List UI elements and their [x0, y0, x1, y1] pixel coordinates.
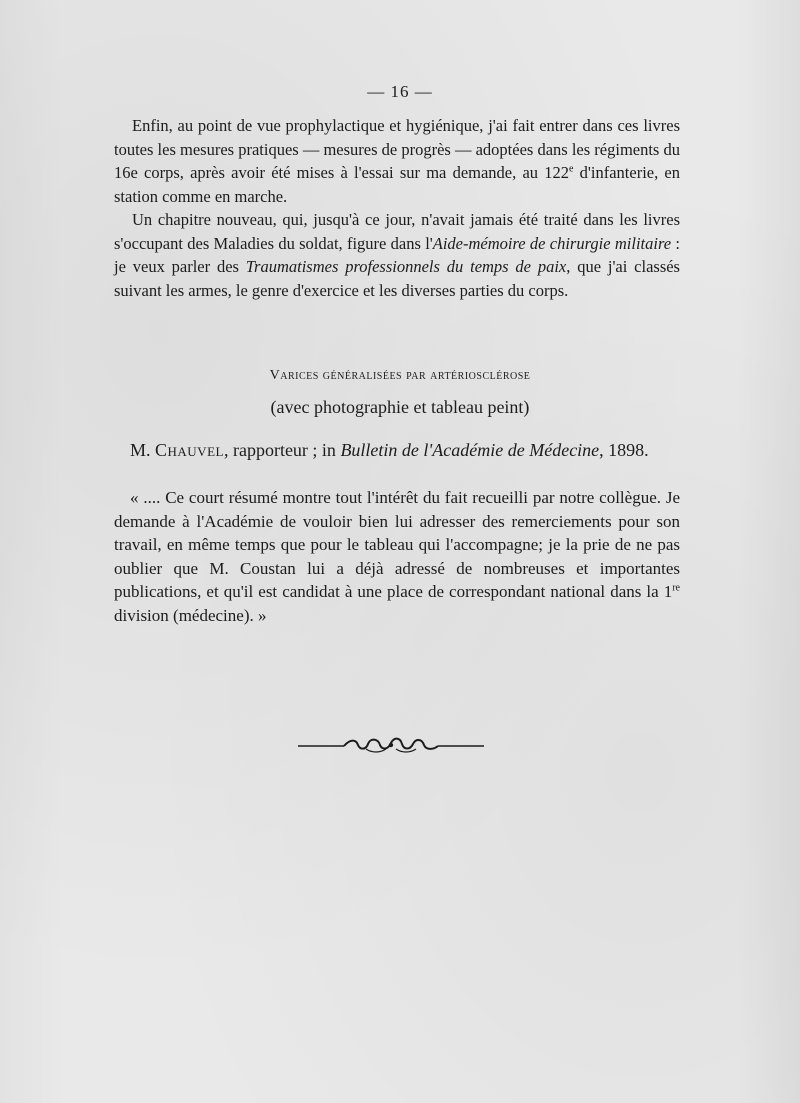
decorative-flourish-icon: [296, 733, 486, 757]
reporter-name: Chauvel: [155, 440, 224, 460]
ordinal-superscript: e: [569, 163, 574, 175]
quotation-end: division (médecine). »: [114, 605, 267, 625]
section-subtitle: (avec photographie et tableau peint): [270, 397, 530, 417]
paragraph-hygiene-text: Enfin, au point de vue prophylactique et hygiénique, j'ai fait entrer dans ces livres toutes les mesures pratiques — mesures de progrès — adoptées dans les régiments du 16e corps, après avoir été mises à l'essai sur ma demande, au 122: [114, 116, 680, 182]
quotation-text: « .... Ce court résumé montre tout l'intérêt du fait recueilli par notre collègue. Je demande à l'Académie de vouloir bien lui adresser des remerciements pour son travail, en même temps que pour le tableau qui l'accompagne; je la prie de ne pas oublier que M. Coustan lui a déjà adressé de nombreuses et importantes publications, et qu'il est candidat à une place de correspondant national dans la 1: [114, 488, 680, 601]
reporter-prefix: M.: [130, 440, 156, 460]
quotation-block: [114, 486, 680, 627]
journal-title: Bulletin de l'Académie de Médecine: [340, 440, 600, 460]
paragraph-new-chapter: [114, 208, 680, 302]
book-title-aide-memoire: Aide-mémoire de chirurgie militaire: [432, 233, 672, 253]
paragraph-chapter-text-3: , que j'ai classés suivant les armes, le genre d'exercice et les diverses parties du corps.: [114, 257, 680, 300]
paragraph-hygiene: [114, 114, 680, 208]
citation-year: , 1898.: [599, 440, 649, 460]
division-superscript: re: [672, 582, 680, 594]
intro-text: [114, 114, 680, 302]
section-title: Varices généralisées par artériosclérose: [269, 368, 531, 383]
paragraph-chapter-text: Un chapitre nouveau, qui, jusqu'à ce jour, n'avait jamais été traité dans les livres s'occupant des Maladies du soldat, figure dans l': [114, 210, 680, 253]
paragraph-hygiene-end: d'infanterie, en station comme en marche.: [114, 163, 681, 206]
book-title-traumatismes: Traumatismes professionnels du temps de paix: [245, 257, 567, 276]
page-number: — 16 —: [367, 82, 433, 101]
quotation-paragraph: [114, 486, 680, 627]
reporter-role: , rapporteur ; in: [223, 440, 341, 460]
paragraph-chapter-text-2: : je veux parler des: [114, 233, 680, 276]
reporter-citation: [130, 440, 690, 461]
